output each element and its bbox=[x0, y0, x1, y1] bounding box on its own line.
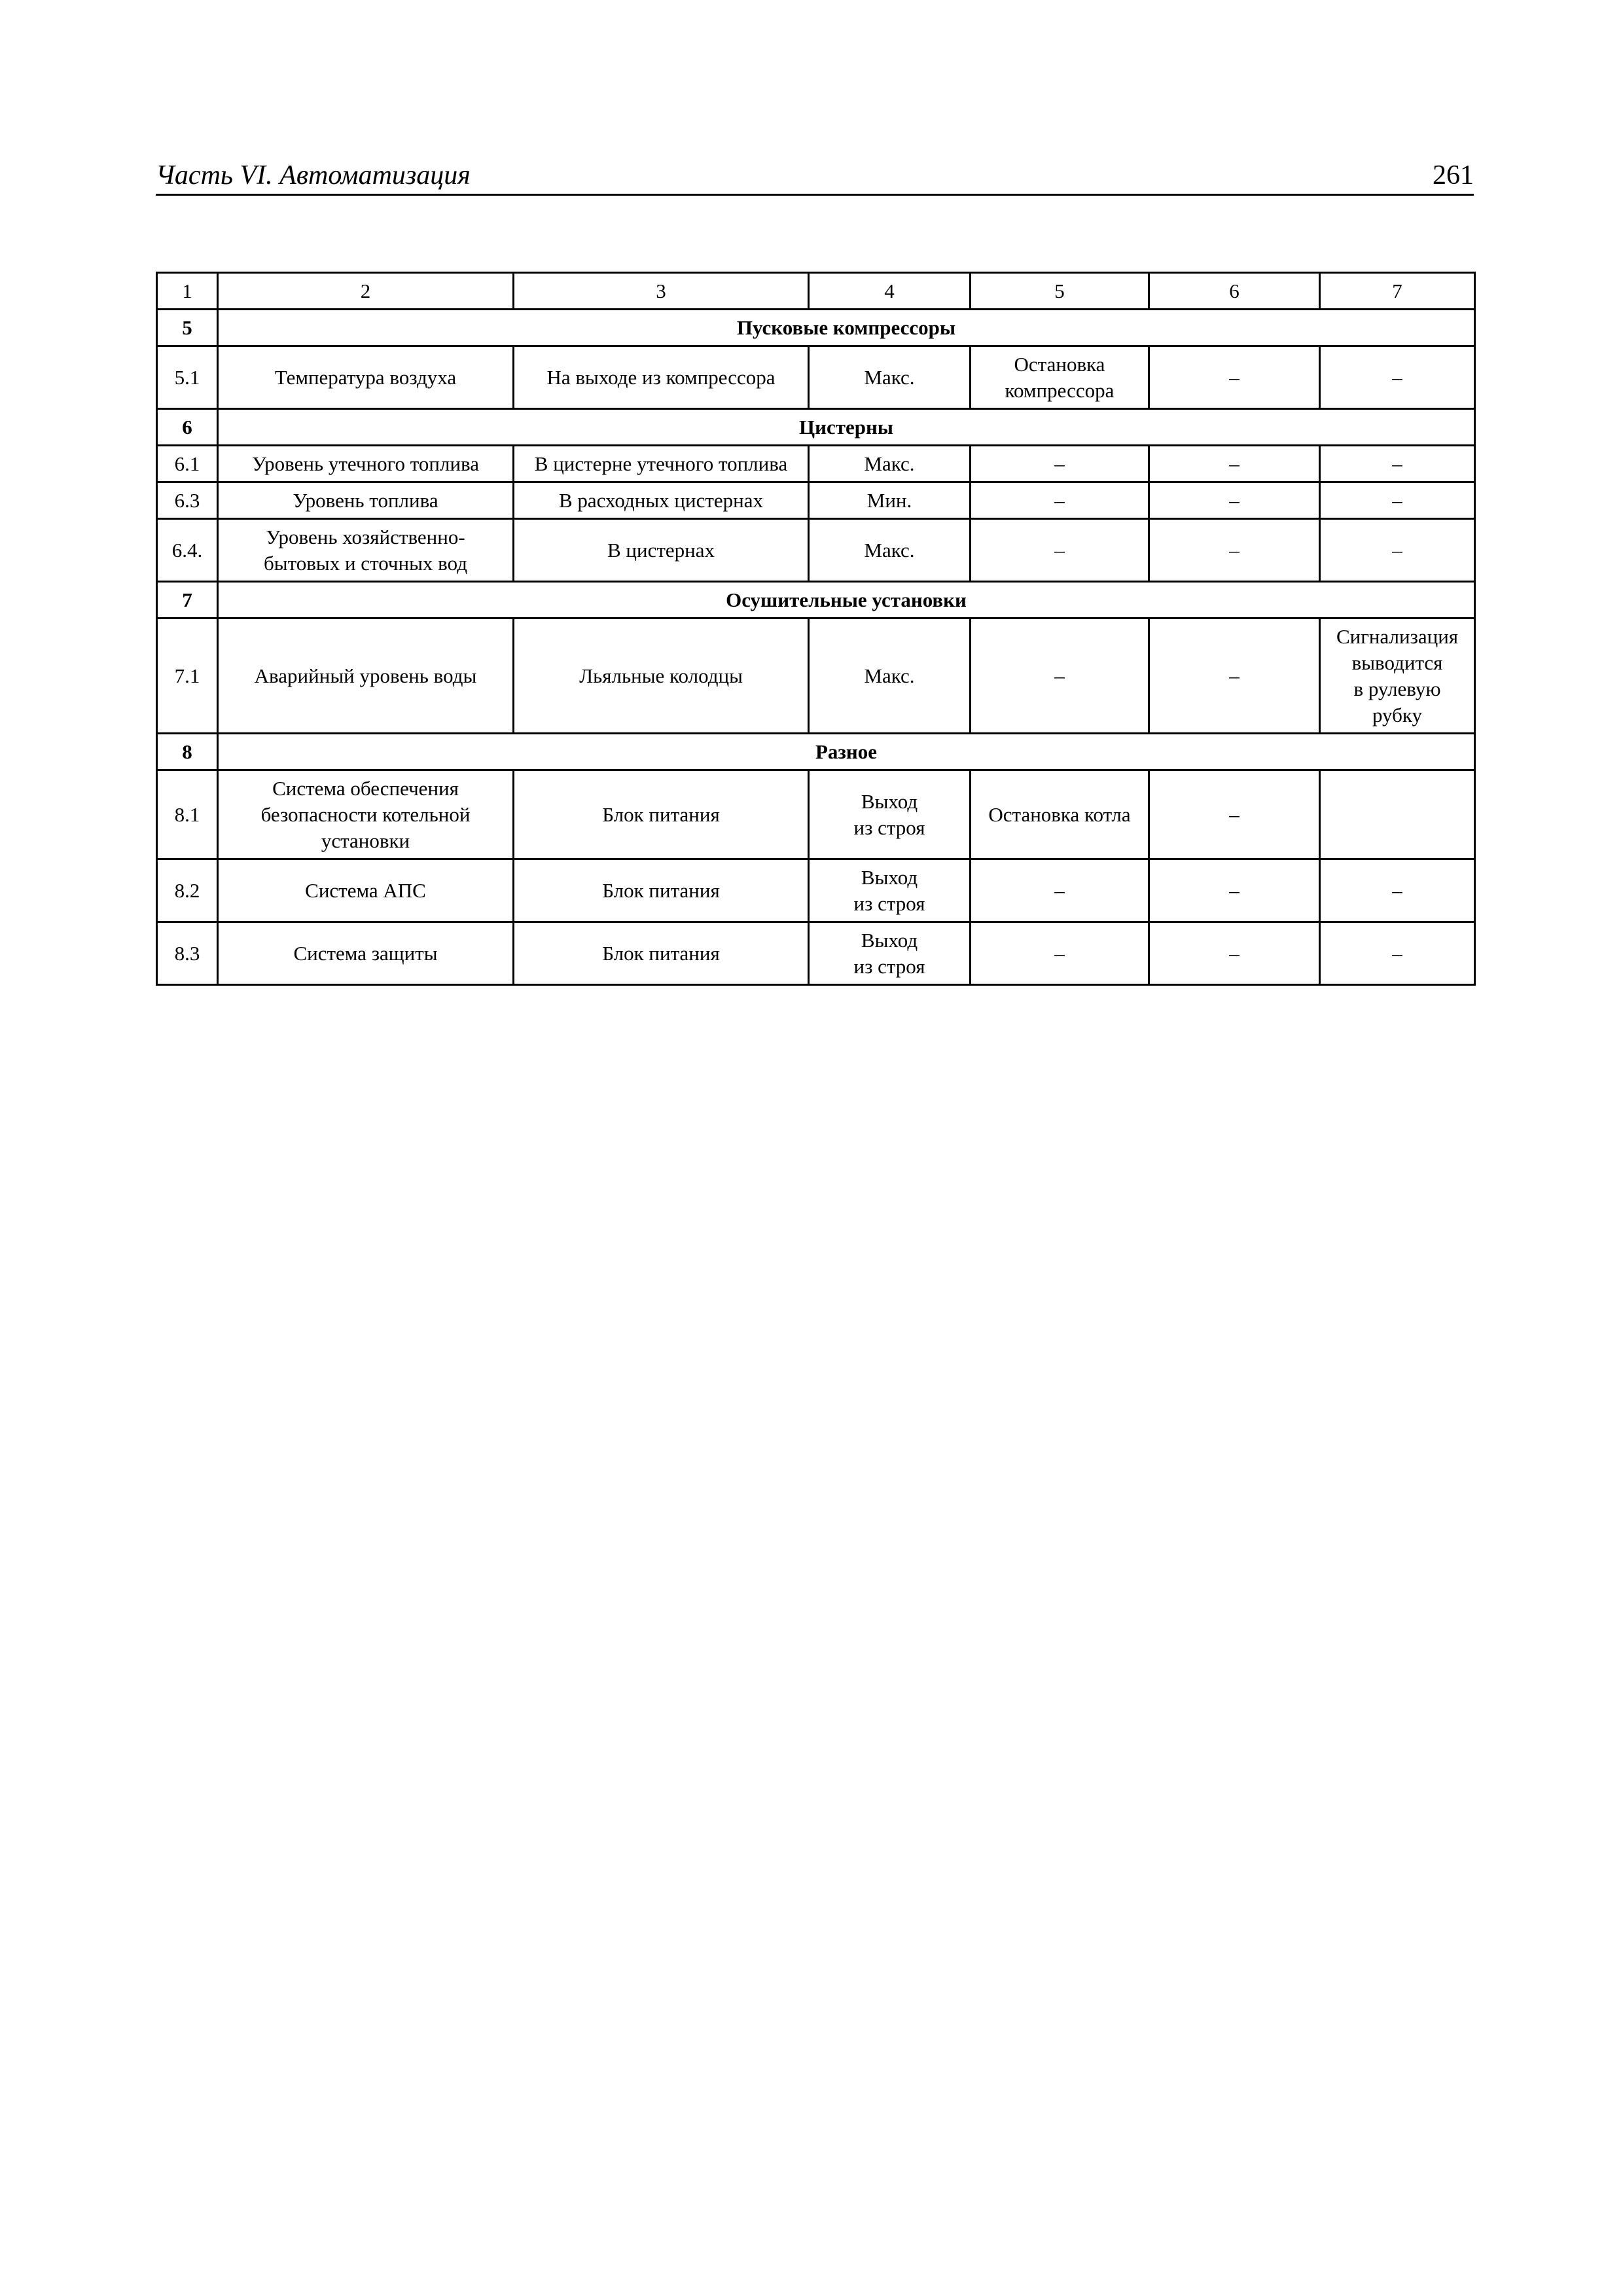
row-number: 6.1 bbox=[157, 446, 218, 482]
limit-cell: Макс. bbox=[809, 346, 971, 409]
parameter-cell: Температура воздуха bbox=[218, 346, 514, 409]
note-cell bbox=[1320, 770, 1475, 859]
action-cell: – bbox=[971, 619, 1149, 734]
column-number: 2 bbox=[218, 273, 514, 310]
parameter-cell: Уровень утечного топлива bbox=[218, 446, 514, 482]
section-number: 6 bbox=[157, 409, 218, 446]
location-cell: Блок питания bbox=[514, 859, 809, 922]
section-number: 7 bbox=[157, 582, 218, 619]
page-number: 261 bbox=[1433, 160, 1474, 190]
table-row bbox=[157, 770, 1475, 859]
page-header bbox=[156, 157, 1474, 196]
location-cell: В расходных цистернах bbox=[514, 482, 809, 519]
row-number: 7.1 bbox=[157, 619, 218, 734]
section-title: Цистерны bbox=[218, 409, 1475, 446]
parameter-cell: Уровень топлива bbox=[218, 482, 514, 519]
table-cell: – bbox=[1149, 922, 1320, 985]
note-cell: – bbox=[1320, 859, 1475, 922]
table-row bbox=[157, 446, 1475, 482]
parameters-table bbox=[156, 272, 1476, 986]
table-row bbox=[157, 482, 1475, 519]
table-cell: – bbox=[1149, 770, 1320, 859]
note-cell: – bbox=[1320, 446, 1475, 482]
row-number: 6.3 bbox=[157, 482, 218, 519]
column-number: 3 bbox=[514, 273, 809, 310]
section-number: 5 bbox=[157, 310, 218, 346]
section-row bbox=[157, 310, 1475, 346]
note-cell: – bbox=[1320, 346, 1475, 409]
note-cell: – bbox=[1320, 519, 1475, 582]
section-title: Разное bbox=[218, 734, 1475, 770]
row-number: 6.4. bbox=[157, 519, 218, 582]
action-cell: – bbox=[971, 922, 1149, 985]
limit-cell: Выход из строя bbox=[809, 859, 971, 922]
column-number: 4 bbox=[809, 273, 971, 310]
action-cell: Остановка компрессора bbox=[971, 346, 1149, 409]
section-row bbox=[157, 734, 1475, 770]
table-row bbox=[157, 519, 1475, 582]
action-cell: – bbox=[971, 446, 1149, 482]
limit-cell: Мин. bbox=[809, 482, 971, 519]
running-title: Часть VI. Автоматизация bbox=[156, 160, 471, 190]
location-cell: На выходе из компрессора bbox=[514, 346, 809, 409]
section-row bbox=[157, 409, 1475, 446]
location-cell: Блок питания bbox=[514, 922, 809, 985]
action-cell: – bbox=[971, 519, 1149, 582]
parameter-cell: Система АПС bbox=[218, 859, 514, 922]
location-cell: В цистернах bbox=[514, 519, 809, 582]
section-number: 8 bbox=[157, 734, 218, 770]
parameter-cell: Уровень хозяйственно- бытовых и сточных вод bbox=[218, 519, 514, 582]
table-cell: – bbox=[1149, 619, 1320, 734]
column-number: 1 bbox=[157, 273, 218, 310]
column-number: 6 bbox=[1149, 273, 1320, 310]
section-title: Осушительные установки bbox=[218, 582, 1475, 619]
table-cell: – bbox=[1149, 482, 1320, 519]
location-cell: Льяльные колодцы bbox=[514, 619, 809, 734]
action-cell: – bbox=[971, 859, 1149, 922]
note-cell: – bbox=[1320, 482, 1475, 519]
table-row bbox=[157, 619, 1475, 734]
section-title: Пусковые компрессоры bbox=[218, 310, 1475, 346]
location-cell: Блок питания bbox=[514, 770, 809, 859]
section-row bbox=[157, 582, 1475, 619]
action-cell: – bbox=[971, 482, 1149, 519]
limit-cell: Макс. bbox=[809, 446, 971, 482]
limit-cell: Выход из строя bbox=[809, 922, 971, 985]
location-cell: В цистерне утечного топлива bbox=[514, 446, 809, 482]
table-cell: – bbox=[1149, 446, 1320, 482]
parameter-cell: Аварийный уровень воды bbox=[218, 619, 514, 734]
limit-cell: Выход из строя bbox=[809, 770, 971, 859]
table-row bbox=[157, 922, 1475, 985]
row-number: 8.2 bbox=[157, 859, 218, 922]
note-cell: – bbox=[1320, 922, 1475, 985]
table-cell: – bbox=[1149, 346, 1320, 409]
limit-cell: Макс. bbox=[809, 619, 971, 734]
parameter-cell: Система обеспечения безопасности котельной установки bbox=[218, 770, 514, 859]
table-row bbox=[157, 859, 1475, 922]
table-cell: – bbox=[1149, 519, 1320, 582]
table-row bbox=[157, 346, 1475, 409]
column-number-row bbox=[157, 273, 1475, 310]
parameter-cell: Система защиты bbox=[218, 922, 514, 985]
row-number: 8.3 bbox=[157, 922, 218, 985]
action-cell: Остановка котла bbox=[971, 770, 1149, 859]
row-number: 5.1 bbox=[157, 346, 218, 409]
row-number: 8.1 bbox=[157, 770, 218, 859]
column-number: 5 bbox=[971, 273, 1149, 310]
limit-cell: Макс. bbox=[809, 519, 971, 582]
table-cell: – bbox=[1149, 859, 1320, 922]
column-number: 7 bbox=[1320, 273, 1475, 310]
note-cell: Сигнализация выводится в рулевую рубку bbox=[1320, 619, 1475, 734]
